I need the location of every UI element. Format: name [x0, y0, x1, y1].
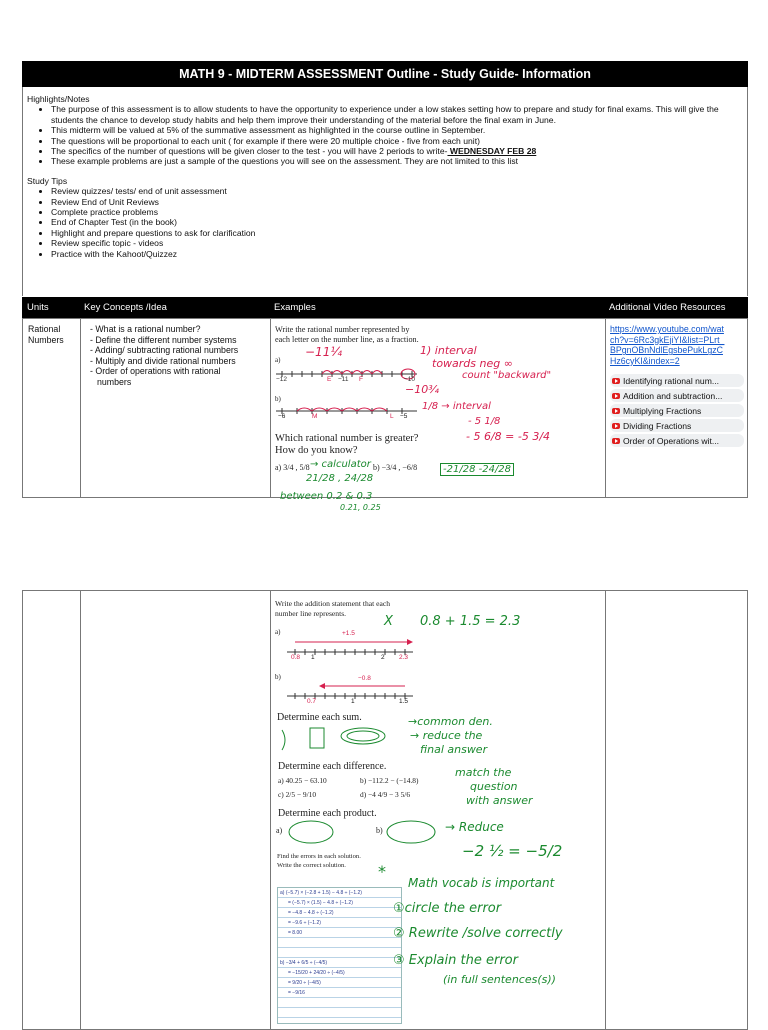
notebook-image — [277, 887, 402, 1024]
tick-label: F — [359, 376, 363, 383]
example-prompt — [275, 325, 419, 345]
prompt-line: number line represents. — [275, 609, 347, 618]
tick-label: 2.3 — [399, 654, 409, 661]
highlight-item: • The questions will be proportional to each unit ( for example if there were 20 multiple choice - five from each unit) — [51, 136, 739, 146]
tick-label: 0.8 — [291, 654, 301, 661]
video-resources — [610, 324, 744, 449]
handwritten-note: ③ Explain the error — [393, 953, 518, 968]
handwritten-note: ② Rewrite /solve correctly — [393, 926, 563, 941]
tick-label: E — [327, 376, 332, 383]
tick-label: 2 — [381, 654, 385, 661]
prompt-line: Find the errors in each solution. — [277, 853, 361, 860]
part-label: a) — [275, 356, 281, 364]
video-title: Identifying rational num... — [623, 375, 720, 386]
study-tip: • Review quizzes/ tests/ end of unit assessment — [51, 186, 739, 196]
number-line-a-labels — [272, 376, 422, 386]
highlight-item — [51, 146, 739, 156]
part-label: a) — [275, 463, 282, 472]
handwritten-note: 1) interval — [420, 344, 477, 357]
video-chip[interactable] — [610, 419, 744, 432]
concept-item: - What is a rational number? — [90, 324, 201, 334]
number-line-2a — [285, 634, 415, 656]
handwritten-note: −10¾ — [405, 383, 439, 396]
tick-label: 1.5 — [399, 698, 409, 705]
handwritten-note: - 5 6/8 = -5 3/4 — [466, 430, 551, 443]
handwritten-note: → calculator — [310, 459, 371, 470]
handwritten-note: 0.8 + 1.5 = 2.3 — [420, 614, 521, 629]
study-tip: • Review specific topic - videos — [51, 238, 739, 248]
tick-label: −10 — [404, 376, 416, 383]
tick-label: −6 — [278, 413, 286, 420]
tick-label: −5 — [400, 413, 408, 420]
concept-item: - Define the different number systems — [90, 334, 237, 345]
study-tip: • Practice with the Kahoot/Quizzez — [51, 249, 739, 259]
handwritten-note: 1/8 → interval — [422, 401, 491, 412]
example-prompt — [275, 599, 390, 619]
page-title: MATH 9 - MIDTERM ASSESSMENT Outline - Study Guide- Information — [22, 61, 748, 87]
col-videos: Additional Video Resources — [609, 302, 726, 313]
highlight-item: • This midterm will be valued at 5% of the summative assessment as highlighted in the course outline in September. — [51, 125, 739, 135]
notebook-line: = (−5.7) × (1.5) − 4.8 ÷ (−1.2) — [288, 900, 353, 906]
concept-item: - Multiply and divide rational numbers — [90, 355, 236, 366]
unit-line: Numbers — [28, 334, 64, 345]
col-concepts: Key Concepts /Idea — [84, 302, 167, 313]
handwritten-note: - 5 1/8 — [468, 416, 501, 427]
notebook-line: = −15/20 + 24/20 ÷ (−4/5) — [288, 970, 345, 976]
prompt-line: Write the addition statement that each — [275, 599, 391, 608]
study-tip: • End of Chapter Test (in the book) — [51, 217, 739, 227]
part-label: b) — [275, 395, 281, 403]
handwritten-note: between 0.2 & 0.3 — [280, 491, 373, 502]
specifics-text: The specifics of the number of questions will be given closer to the test - you will have 2 periods to write- — [51, 146, 448, 157]
handwritten-note: * — [378, 862, 386, 881]
question-line: How do you know? — [275, 445, 358, 456]
errors-prompt — [277, 853, 361, 870]
video-chip[interactable] — [610, 374, 744, 387]
notebook-line: = 9/20 ÷ (−4/5) — [288, 980, 321, 986]
notes-section — [22, 87, 748, 296]
unit-name — [28, 324, 64, 345]
video-title: Addition and subtraction... — [623, 390, 723, 401]
notebook-line: b) −3/4 + 6/5 ÷ (−4/5) — [280, 960, 328, 966]
tick-label: L — [390, 413, 394, 420]
highlights-list — [27, 104, 739, 166]
part-label: a) — [275, 628, 281, 636]
handwritten-note: → reduce the — [410, 729, 483, 742]
concept-item: - Order of operations with rational — [90, 366, 221, 377]
handwritten-note: towards neg ∞ — [432, 357, 513, 370]
link-line: BPgnOBnNdlEgsbePukLgzC — [610, 345, 723, 356]
youtube-icon — [612, 438, 620, 444]
fraction-pair: 3/4 , 5/8 — [283, 463, 310, 472]
study-tips-heading: Study Tips — [27, 175, 68, 186]
handwritten-note: (in full sentences(s)) — [443, 973, 556, 986]
youtube-icon — [612, 393, 620, 399]
notebook-line: = 8.00 — [288, 930, 303, 936]
notebook-line: = −9.6 ÷ (−1.2) — [288, 920, 321, 926]
handwritten-note: count "backward" — [462, 370, 552, 381]
col-units: Units — [27, 302, 49, 313]
notebook-line: a) (−5.7) × (−2.8 + 1.5) − 4.8 ÷ (−1.2) — [280, 890, 362, 896]
handwritten-note: with answer — [466, 794, 533, 807]
difference-item: d) −4 4/9 − 3 5/6 — [360, 790, 411, 799]
difference-item: c) 2/5 − 9/10 — [278, 790, 317, 799]
youtube-icon — [612, 378, 620, 384]
difference-item: b) −112.2 − (−14.8) — [360, 776, 419, 785]
handwritten-note: −11¼ — [305, 345, 342, 359]
handwritten-note: ①circle the error — [393, 901, 502, 916]
fraction-pair: −3/4 , −6/8 — [381, 463, 418, 472]
link-line: ch?v=6Rc3gkEjiYI&list=PLrt_ — [610, 334, 725, 345]
concept-item: - Adding/ subtracting rational numbers — [90, 345, 239, 356]
test-date: WEDNESDAY FEB 28 — [447, 146, 537, 157]
handwritten-note: match the — [455, 766, 512, 779]
arrow-label: −0.8 — [358, 675, 371, 682]
video-chip[interactable] — [610, 434, 744, 447]
arrow-label: +1.5 — [342, 630, 355, 637]
question-line: Which rational number is greater? — [275, 433, 419, 444]
prompt-line: Write the rational number represented by — [275, 325, 410, 334]
part-a — [275, 463, 310, 472]
highlight-item: • The purpose of this assessment is to allow students to have the opportunity to experience under a low stakes setting how to prepare and study for final exams. This will give the students the chance to develop study habits and help them improve their understanding of the material before the final exam in June. — [51, 104, 739, 125]
link-line: Hz6cyKI&index=2 — [610, 355, 680, 366]
video-title: Dividing Fractions — [623, 420, 692, 431]
handwritten-note: final answer — [420, 743, 488, 756]
handwritten-note: 0.21, 0.25 — [340, 503, 381, 512]
highlights-heading: Highlights/Notes — [27, 94, 90, 104]
highlight-item: • These example problems are just a sample of the questions you will see on the assessment. They are not limited to this list — [51, 156, 739, 166]
number-line-2b-labels — [285, 698, 415, 708]
notebook-work — [280, 888, 401, 998]
handwritten-note: question — [470, 780, 518, 793]
part-label: b) — [376, 826, 383, 835]
tick-label: 0.7 — [307, 698, 317, 705]
handwritten-note: X — [384, 614, 393, 629]
part-label: b) — [275, 673, 281, 681]
table-header — [22, 297, 748, 318]
tick-label: −11 — [338, 376, 349, 383]
prompt-line: Write the correct solution. — [277, 861, 346, 869]
sum-work — [278, 726, 418, 760]
concept-item: numbers — [97, 376, 132, 387]
col-examples: Examples — [274, 302, 316, 313]
key-concepts — [90, 324, 268, 388]
handwritten-note: Math vocab is important — [408, 876, 555, 890]
difference-item: a) 40.25 − 63.10 — [278, 776, 327, 785]
video-chip[interactable] — [610, 389, 744, 402]
number-line-2a-labels — [285, 654, 415, 664]
question-text — [275, 433, 418, 457]
part-b — [373, 463, 417, 472]
video-title: Order of Operations wit... — [623, 435, 719, 446]
product-work — [286, 818, 446, 848]
notebook-line: = −9/16 — [288, 990, 305, 996]
study-tip: • Complete practice problems — [51, 207, 739, 217]
video-chip[interactable] — [610, 404, 744, 417]
tick-label: 1 — [351, 698, 355, 705]
study-tip: • Review End of Unit Reviews — [51, 197, 739, 207]
tick-label: 1 — [311, 654, 315, 661]
tick-label: −12 — [276, 376, 288, 383]
handwritten-note: -21/28 -24/28 — [440, 463, 514, 476]
part-label: a) — [276, 826, 283, 835]
tick-label: M — [312, 413, 318, 420]
youtube-icon — [612, 408, 620, 414]
youtube-playlist-link[interactable] — [610, 324, 744, 366]
study-tips-list — [27, 186, 739, 259]
section-heading: Determine each product. — [278, 808, 377, 819]
study-tip: • Highlight and prepare questions to ask for clarification — [51, 228, 739, 238]
section-heading: Determine each sum. — [277, 712, 362, 723]
unit-line: Rational — [28, 324, 61, 334]
video-title: Multiplying Fractions — [623, 405, 702, 416]
prompt-line: each letter on the number line, as a fraction. — [275, 335, 419, 344]
section-heading: Determine each difference. — [278, 761, 387, 772]
link-line: https://www.youtube.com/wat — [610, 324, 724, 334]
notebook-line: = −4.8 − 4.8 ÷ (−1.2) — [288, 910, 334, 916]
handwritten-note: → Reduce — [445, 820, 504, 834]
number-line-b-labels — [272, 413, 422, 423]
part-label: b) — [373, 463, 380, 472]
handwritten-note: →common den. — [408, 715, 493, 728]
youtube-icon — [612, 423, 620, 429]
handwritten-note: 21/28 , 24/28 — [306, 473, 374, 484]
handwritten-note: −2 ½ = −5/2 — [462, 842, 563, 860]
